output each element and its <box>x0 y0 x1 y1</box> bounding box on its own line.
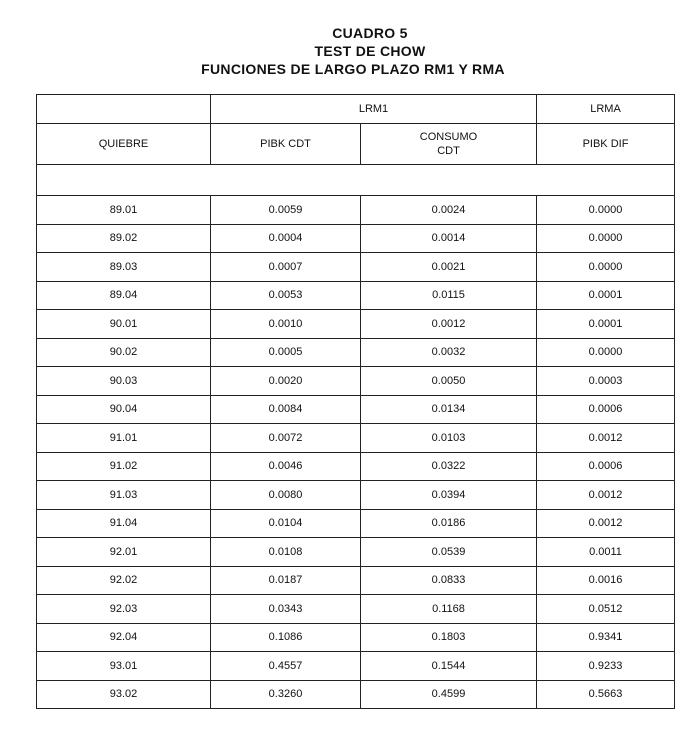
header-pibk-dif: PIBK DIF <box>537 124 675 165</box>
header-group-row <box>37 95 675 124</box>
header-spacer-row <box>37 165 675 196</box>
title-line-2: TEST DE CHOW <box>314 43 426 59</box>
cell-pibk-dif: 0.0011 <box>537 538 675 567</box>
cell-consumo-cdt: 0.0021 <box>361 253 537 282</box>
table-body <box>37 196 675 709</box>
cell-pibk-dif: 0.0003 <box>537 367 675 396</box>
cell-consumo-cdt: 0.0032 <box>361 338 537 367</box>
cell-pibk-cdt: 0.0072 <box>211 424 361 453</box>
header-spacer-cell <box>37 165 675 196</box>
cell-quiebre: 93.02 <box>37 680 211 709</box>
header-blank-cell <box>37 95 211 124</box>
cell-consumo-cdt: 0.0014 <box>361 224 537 253</box>
cell-quiebre: 92.04 <box>37 623 211 652</box>
cell-pibk-dif: 0.0006 <box>537 452 675 481</box>
cell-pibk-dif: 0.9341 <box>537 623 675 652</box>
table-row <box>37 338 675 367</box>
cell-pibk-cdt: 0.0080 <box>211 481 361 510</box>
cell-pibk-cdt: 0.0059 <box>211 196 361 225</box>
table-row <box>37 652 675 681</box>
cell-pibk-cdt: 0.0053 <box>211 281 361 310</box>
table-row <box>37 595 675 624</box>
table-row <box>37 538 675 567</box>
cell-pibk-cdt: 0.0343 <box>211 595 361 624</box>
cell-consumo-cdt: 0.4599 <box>361 680 537 709</box>
cell-consumo-cdt: 0.1803 <box>361 623 537 652</box>
cell-pibk-cdt: 0.0108 <box>211 538 361 567</box>
header-consumo-cdt <box>361 124 537 165</box>
cell-pibk-cdt: 0.4557 <box>211 652 361 681</box>
table-row <box>37 509 675 538</box>
cell-pibk-cdt: 0.0020 <box>211 367 361 396</box>
table-row <box>37 224 675 253</box>
cell-consumo-cdt: 0.0024 <box>361 196 537 225</box>
cell-consumo-cdt: 0.0050 <box>361 367 537 396</box>
title-line-3: FUNCIONES DE LARGO PLAZO RM1 Y RMA <box>201 61 505 77</box>
cell-consumo-cdt: 0.0322 <box>361 452 537 481</box>
table-row <box>37 281 675 310</box>
cell-quiebre: 92.01 <box>37 538 211 567</box>
cell-pibk-cdt: 0.0046 <box>211 452 361 481</box>
cell-consumo-cdt: 0.0186 <box>361 509 537 538</box>
cell-quiebre: 90.01 <box>37 310 211 339</box>
cell-quiebre: 89.03 <box>37 253 211 282</box>
cell-quiebre: 89.02 <box>37 224 211 253</box>
cell-pibk-cdt: 0.3260 <box>211 680 361 709</box>
header-consumo-line-2: CDT <box>437 145 460 157</box>
cell-pibk-dif: 0.0000 <box>537 224 675 253</box>
cell-quiebre: 89.04 <box>37 281 211 310</box>
table-row <box>37 481 675 510</box>
header-group-lrma: LRMA <box>537 95 675 124</box>
cell-consumo-cdt: 0.0394 <box>361 481 537 510</box>
table-row <box>37 623 675 652</box>
cell-pibk-dif: 0.0016 <box>537 566 675 595</box>
cell-quiebre: 90.04 <box>37 395 211 424</box>
cell-pibk-dif: 0.0000 <box>537 338 675 367</box>
header-column-row <box>37 124 675 165</box>
cell-pibk-dif: 0.0006 <box>537 395 675 424</box>
table-row <box>37 452 675 481</box>
cell-quiebre: 90.03 <box>37 367 211 396</box>
cell-pibk-cdt: 0.0010 <box>211 310 361 339</box>
table-row <box>37 424 675 453</box>
title-line-1: CUADRO 5 <box>332 25 408 41</box>
document-title-block <box>0 24 698 78</box>
table-row <box>37 310 675 339</box>
table-row <box>37 196 675 225</box>
cell-consumo-cdt: 0.1544 <box>361 652 537 681</box>
header-consumo-line-1: CONSUMO <box>419 131 478 143</box>
cell-consumo-cdt: 0.0134 <box>361 395 537 424</box>
cell-pibk-dif: 0.9233 <box>537 652 675 681</box>
table-row <box>37 367 675 396</box>
cell-pibk-dif: 0.0001 <box>537 281 675 310</box>
cell-quiebre: 91.02 <box>37 452 211 481</box>
cell-pibk-cdt: 0.0004 <box>211 224 361 253</box>
cell-pibk-dif: 0.0012 <box>537 481 675 510</box>
cell-quiebre: 89.01 <box>37 196 211 225</box>
cell-consumo-cdt: 0.0103 <box>361 424 537 453</box>
cell-pibk-dif: 0.0000 <box>537 196 675 225</box>
cell-pibk-cdt: 0.0104 <box>211 509 361 538</box>
header-quiebre: QUIEBRE <box>37 124 211 165</box>
table-row <box>37 566 675 595</box>
cell-quiebre: 92.02 <box>37 566 211 595</box>
table-row <box>37 253 675 282</box>
header-group-lrm1: LRM1 <box>211 95 537 124</box>
table-row <box>37 395 675 424</box>
cell-pibk-cdt: 0.0005 <box>211 338 361 367</box>
cell-pibk-dif: 0.5663 <box>537 680 675 709</box>
cell-pibk-cdt: 0.0007 <box>211 253 361 282</box>
cell-quiebre: 90.02 <box>37 338 211 367</box>
header-pibk-cdt: PIBK CDT <box>211 124 361 165</box>
cell-pibk-dif: 0.0000 <box>537 253 675 282</box>
chow-test-table <box>36 94 675 709</box>
cell-pibk-dif: 0.0001 <box>537 310 675 339</box>
cell-quiebre: 91.03 <box>37 481 211 510</box>
table-row <box>37 680 675 709</box>
cell-quiebre: 93.01 <box>37 652 211 681</box>
cell-consumo-cdt: 0.0012 <box>361 310 537 339</box>
cell-pibk-cdt: 0.1086 <box>211 623 361 652</box>
cell-quiebre: 92.03 <box>37 595 211 624</box>
cell-quiebre: 91.01 <box>37 424 211 453</box>
cell-consumo-cdt: 0.0833 <box>361 566 537 595</box>
cell-consumo-cdt: 0.0539 <box>361 538 537 567</box>
cell-pibk-cdt: 0.0187 <box>211 566 361 595</box>
cell-quiebre: 91.04 <box>37 509 211 538</box>
cell-pibk-dif: 0.0012 <box>537 424 675 453</box>
cell-consumo-cdt: 0.0115 <box>361 281 537 310</box>
cell-consumo-cdt: 0.1168 <box>361 595 537 624</box>
cell-pibk-dif: 0.0512 <box>537 595 675 624</box>
cell-pibk-cdt: 0.0084 <box>211 395 361 424</box>
cell-pibk-dif: 0.0012 <box>537 509 675 538</box>
